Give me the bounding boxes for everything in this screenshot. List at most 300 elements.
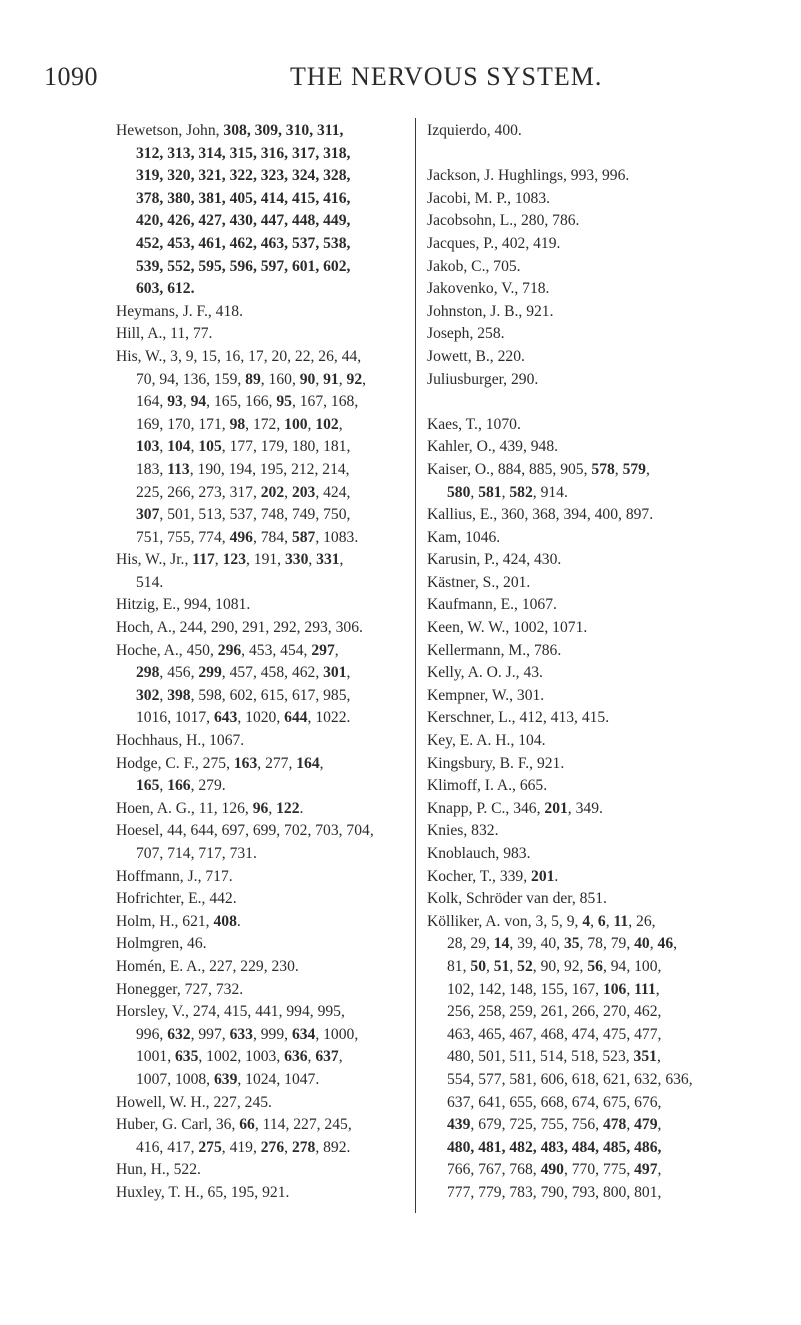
entry-text: , 90, 92, — [532, 957, 588, 975]
page-reference-bold: 104 — [167, 438, 191, 456]
entry-text: , 679, 725, 755, 756, — [470, 1116, 603, 1134]
entry-text: Kerschner, L., 412, 413, 415. — [427, 709, 610, 727]
entry-text: Hun, H., 522. — [116, 1161, 201, 1179]
entry-text: Jacques, P., 402, 419. — [427, 234, 561, 252]
entry-text: , — [307, 415, 316, 433]
index-entry — [116, 617, 406, 640]
entry-text: Jakovenko, V., 718. — [427, 280, 550, 298]
page-reference-bold: 100 — [284, 415, 308, 433]
entry-text: 554, 577, 581, 606, 618, 621, 632, 636, — [447, 1070, 693, 1088]
entry-text: , 177, 179, 180, 181, — [221, 438, 351, 456]
entry-text: , — [182, 393, 191, 411]
page-reference-bold: 603, 612. — [136, 280, 195, 298]
page-reference-bold: 636 — [284, 1048, 308, 1066]
page-reference-bold: 351 — [633, 1048, 657, 1066]
index-entry — [427, 753, 772, 776]
page-reference-bold: 201 — [531, 867, 555, 885]
page-reference-bold: 497 — [634, 1161, 658, 1179]
index-entry — [116, 1182, 406, 1205]
entry-text: , — [657, 1161, 662, 1179]
page-reference-bold: 275 — [198, 1138, 222, 1156]
entry-text: Kam, 1046. — [427, 528, 501, 546]
page-number: 1090 — [44, 62, 98, 91]
page-reference-bold: 278 — [291, 1138, 316, 1156]
entry-text: 1007, 1008, — [136, 1070, 214, 1088]
entry-text: Jakob, C., 705. — [427, 257, 521, 275]
page-reference-bold: 581 — [478, 483, 502, 501]
page-header — [0, 62, 801, 102]
entry-text: , 1022. — [307, 709, 351, 727]
entry-text: , — [649, 935, 658, 953]
index-entry — [427, 820, 772, 843]
entry-text: Kellermann, M., 786. — [427, 641, 562, 659]
index-entry — [427, 414, 772, 437]
index-entry — [427, 843, 772, 866]
entry-text: , 78, 79, — [579, 935, 635, 953]
entry-text: Jowett, B., 220. — [427, 347, 525, 365]
entry-text: , — [319, 754, 324, 772]
page-reference-bold: 50 — [470, 957, 486, 975]
index-entry — [427, 662, 772, 685]
entry-text: , 598, 602, 615, 617, 985, — [190, 686, 351, 704]
index-entry — [427, 617, 772, 640]
index-entry — [427, 278, 772, 301]
entry-text: , 277, — [257, 754, 297, 772]
page-reference-bold: 113 — [167, 460, 190, 478]
page-reference-bold: 299 — [198, 664, 222, 682]
page-reference-bold: 480, 481, 482, 483, 484, 485, 486, — [447, 1138, 662, 1156]
entry-text: , — [159, 438, 168, 456]
page-reference-bold: 66 — [239, 1116, 255, 1134]
entry-text: Keen, W. W., 1002, 1071. — [427, 619, 588, 637]
entry-text: Kelly, A. O. J., 43. — [427, 664, 543, 682]
entry-text: Hodge, C. F., 275, — [116, 754, 234, 772]
index-entry — [116, 933, 406, 956]
index-entry — [116, 888, 406, 911]
page-reference-bold: 637 — [315, 1048, 339, 1066]
entry-text: Joseph, 258. — [427, 325, 505, 343]
entry-text: , 191, — [245, 551, 285, 569]
entry-text: , 892. — [315, 1138, 351, 1156]
entry-text: Jacobi, M. P., 1083. — [427, 189, 551, 207]
entry-text: Johnston, J. B., 921. — [427, 302, 554, 320]
page-reference-bold: 4 — [582, 912, 591, 930]
page-reference-bold: 479 — [634, 1116, 658, 1134]
entry-text: , — [657, 1116, 662, 1134]
entry-text: Homén, E. A., 227, 229, 230. — [116, 957, 299, 975]
entry-text: Karusin, P., 424, 430. — [427, 551, 562, 569]
page-reference-bold: 439 — [447, 1116, 471, 1134]
page-reference-bold: 51 — [493, 957, 510, 975]
index-entry — [427, 730, 772, 753]
index-entry — [116, 1159, 406, 1182]
entry-text: Hewetson, John, — [116, 122, 224, 139]
index-entry — [427, 323, 772, 346]
entry-text: Hochhaus, H., 1067. — [116, 732, 245, 750]
entry-text: , — [346, 664, 351, 682]
entry-text: 102, 142, 148, 155, 167, — [447, 980, 603, 998]
page-reference-bold: 331 — [316, 551, 340, 569]
index-entry — [116, 979, 406, 1002]
entry-text: Honegger, 727, 732. — [116, 980, 244, 998]
column-divider — [415, 118, 416, 1213]
entry-text: , 167, 168, — [291, 393, 359, 411]
entry-text: His, W., Jr., — [116, 551, 193, 569]
entry-text: 1001, — [136, 1048, 175, 1066]
index-entry — [116, 956, 406, 979]
entry-text: , 94, 100, — [602, 957, 662, 975]
page-reference-bold: 96 — [252, 799, 269, 817]
entry-text: 480, 501, 511, 514, 518, 523, — [447, 1048, 634, 1066]
entry-text: , — [626, 980, 635, 998]
index-entry — [427, 165, 772, 188]
entry-text: . — [236, 912, 241, 930]
page-reference-bold: 95 — [276, 393, 292, 411]
entry-text: , — [590, 912, 598, 930]
letter-section-gap — [427, 391, 772, 414]
entry-text: , 999, — [252, 1025, 292, 1043]
page-reference-bold: 301 — [323, 664, 347, 682]
entry-text: 637, 641, 655, 668, 674, 675, 676, — [447, 1093, 662, 1111]
entry-text: , — [190, 438, 199, 456]
page-reference-bold: 91 — [323, 370, 339, 388]
page-reference-bold: 111 — [634, 980, 656, 998]
page-reference-bold: 98 — [229, 415, 246, 433]
index-entry — [116, 301, 406, 324]
page-reference-bold: 56 — [587, 957, 603, 975]
page-reference-bold: 165 — [136, 777, 160, 795]
index-entry — [427, 436, 772, 459]
entry-text: 514. — [136, 573, 164, 591]
entry-text: . — [554, 867, 559, 885]
index-entry — [116, 640, 406, 730]
entry-text: , 1000, — [315, 1025, 359, 1043]
entry-text: Holm, H., 621, — [116, 912, 214, 930]
page-reference-bold: 106 — [602, 980, 627, 998]
index-entry — [427, 572, 772, 595]
entry-text: , — [614, 460, 623, 478]
entry-text: , — [308, 551, 317, 569]
entry-text: 751, 755, 774, — [136, 528, 230, 546]
page-reference-bold: 580 — [447, 483, 471, 501]
entry-text: , — [307, 1048, 316, 1066]
index-entry — [116, 866, 406, 889]
page-reference-bold: 302 — [136, 686, 160, 704]
page-reference-bold: 582 — [509, 483, 533, 501]
entry-text: , 997, — [190, 1025, 230, 1043]
index-entry — [427, 798, 772, 821]
index-entry — [427, 346, 772, 369]
page-reference-bold: 14 — [493, 935, 510, 953]
index-entry — [427, 504, 772, 527]
entry-text: , — [268, 799, 277, 817]
index-entry — [427, 256, 772, 279]
page-reference-bold: 579 — [622, 460, 646, 478]
entry-text: Hoen, A. G., 11, 126, — [116, 799, 253, 817]
page-reference-bold: 478 — [602, 1116, 627, 1134]
page-reference-bold: 102 — [315, 415, 339, 433]
entry-text: Hitzig, E., 994, 1081. — [116, 596, 251, 614]
page-reference-bold: 490 — [540, 1161, 564, 1179]
page-reference-bold: 452, 453, 461, 462, 463, 537, 538, — [136, 234, 351, 252]
index-entry — [427, 549, 772, 572]
entry-text: 996, — [136, 1025, 168, 1043]
entry-text: Huxley, T. H., 65, 195, 921. — [116, 1183, 290, 1201]
index-entry — [427, 527, 772, 550]
index-entry — [116, 1114, 406, 1159]
index-entry — [427, 233, 772, 256]
entry-text: Klimoff, I. A., 665. — [427, 777, 548, 795]
index-entry — [427, 594, 772, 617]
entry-text: Knies, 832. — [427, 822, 499, 840]
index-column-left — [116, 120, 406, 1205]
index-entry — [427, 301, 772, 324]
entry-text: Key, E. A. H., 104. — [427, 732, 546, 750]
index-entry — [427, 685, 772, 708]
entry-text: , — [645, 460, 650, 478]
entry-text: , 424, — [315, 483, 351, 501]
entry-text: 766, 767, 768, — [447, 1161, 541, 1179]
index-entry — [116, 1092, 406, 1115]
index-entry — [427, 640, 772, 663]
page-reference-bold: 201 — [544, 799, 568, 817]
entry-text: Kölliker, A. von, 3, 5, 9, — [427, 912, 583, 930]
page-reference-bold: 90 — [299, 370, 316, 388]
entry-text: His, W., 3, 9, 15, 16, 17, 20, 22, 26, 44, — [116, 347, 362, 365]
entry-text: Hoche, A., 450, — [116, 641, 218, 659]
page-reference-bold: 644 — [284, 709, 308, 727]
index-entry — [427, 459, 772, 504]
entry-text: , 456, — [159, 664, 199, 682]
entry-text: 256, 258, 259, 261, 266, 270, 462, — [447, 1003, 662, 1021]
entry-text: , 279. — [190, 777, 226, 795]
index-entry — [116, 753, 406, 798]
entry-text: 70, 94, 136, 159, — [136, 370, 246, 388]
entry-text: , — [485, 957, 494, 975]
entry-text: , — [501, 483, 510, 501]
entry-text: Knapp, P. C., 346, — [427, 799, 545, 817]
letter-section-gap — [427, 143, 772, 166]
page-reference-bold: 35 — [563, 935, 580, 953]
entry-text: , 770, 775, — [563, 1161, 635, 1179]
page-reference-bold: 643 — [213, 709, 238, 727]
page-reference-bold: 496 — [229, 528, 253, 546]
entry-text: , — [284, 1138, 292, 1156]
entry-text: Kaiser, O., 884, 885, 905, — [427, 460, 592, 478]
entry-text: , 501, 513, 537, 748, 749, 750, — [159, 506, 351, 524]
page-reference-bold: 578 — [591, 460, 615, 478]
page-reference-bold: 123 — [222, 551, 246, 569]
entry-text: , — [214, 551, 223, 569]
entry-text: Jacobsohn, L., 280, 786. — [427, 212, 580, 230]
entry-text: Horsley, V., 274, 415, 441, 994, 995, — [116, 1003, 345, 1021]
entry-text: 1016, 1017, — [136, 709, 214, 727]
page-reference-bold: 312, 313, 314, 315, 316, 317, 318, — [136, 144, 351, 162]
page-reference-bold: 92 — [346, 370, 363, 388]
entry-text: 28, 29, — [447, 935, 494, 953]
entry-text: Hoesel, 44, 644, 697, 699, 702, 703, 704, — [116, 822, 374, 840]
entry-text: , — [470, 483, 479, 501]
entry-text: Hill, A., 11, 77. — [116, 325, 213, 343]
entry-text: , 190, 194, 195, 212, 214, — [189, 460, 350, 478]
page-reference-bold: 94 — [190, 393, 207, 411]
index-column-right — [427, 120, 772, 1205]
page-reference-bold: 330 — [284, 551, 309, 569]
index-entry — [116, 594, 406, 617]
index-entry — [427, 911, 772, 1205]
entry-text: , — [626, 1116, 635, 1134]
entry-text: , 1020, — [237, 709, 285, 727]
entry-text: Hoffmann, J., 717. — [116, 867, 233, 885]
page-reference-bold: 40 — [634, 935, 650, 953]
entry-text: Izquierdo, 400. — [427, 122, 522, 139]
entry-text: Kästner, S., 201. — [427, 573, 531, 591]
entry-text: , — [605, 912, 614, 930]
index-entry — [427, 775, 772, 798]
entry-text: , 349. — [567, 799, 603, 817]
index-entry — [427, 707, 772, 730]
entry-text: , — [673, 935, 678, 953]
page-reference-bold: 93 — [167, 393, 183, 411]
entry-text: Huber, G. Carl, 36, — [116, 1116, 240, 1134]
entry-text: 707, 714, 717, 731. — [136, 845, 257, 862]
page-reference-bold: 117 — [192, 551, 215, 569]
page-reference-bold: 398 — [167, 686, 191, 704]
page-reference-bold: 105 — [198, 438, 222, 456]
index-entry — [116, 730, 406, 753]
entry-text: , 457, 458, 462, — [221, 664, 324, 682]
index-entry — [116, 346, 406, 549]
entry-text: , 1002, 1003, — [198, 1048, 285, 1066]
entry-text: Holmgren, 46. — [116, 935, 207, 953]
entry-text: . — [299, 799, 304, 817]
page-reference-bold: 307 — [136, 506, 160, 524]
entry-text: , — [315, 370, 324, 388]
page-reference-bold: 203 — [291, 483, 316, 501]
page-reference-bold: 632 — [167, 1025, 191, 1043]
page-reference-bold: 164 — [296, 754, 320, 772]
entry-text: , 172, — [245, 415, 285, 433]
entry-text: , — [159, 686, 168, 704]
entry-text: 777, 779, 783, 790, 793, 800, 801, — [447, 1183, 662, 1201]
entry-text: , — [339, 551, 344, 569]
entry-text: Kocher, T., 339, — [427, 867, 532, 885]
entry-text: Heymans, J. F., 418. — [116, 302, 243, 320]
entry-text: , 914. — [532, 483, 568, 501]
entry-text: Juliusburger, 290. — [427, 370, 539, 388]
index-entry — [116, 120, 406, 301]
index-entry — [116, 549, 406, 594]
entry-text: Knoblauch, 983. — [427, 845, 531, 862]
page-reference-bold: 634 — [291, 1025, 316, 1043]
entry-text: , 160, — [260, 370, 300, 388]
index-entry — [427, 120, 772, 143]
entry-text: 169, 170, 171, — [136, 415, 230, 433]
entry-text: 164, — [136, 393, 168, 411]
entry-text: Kaufmann, E., 1067. — [427, 596, 557, 614]
entry-text: Hofrichter, E., 442. — [116, 890, 237, 908]
page-reference-bold: 103 — [136, 438, 160, 456]
entry-text: Kallius, E., 360, 368, 394, 400, 897. — [427, 506, 654, 524]
entry-text: , — [284, 483, 292, 501]
page-reference-bold: 587 — [291, 528, 316, 546]
entry-text: , 165, 166, — [206, 393, 277, 411]
page-reference-bold: 276 — [260, 1138, 285, 1156]
entry-text: , 453, 454, — [241, 641, 312, 659]
page-reference-bold: 319, 320, 321, 322, 323, 324, 328, — [136, 167, 351, 185]
entry-text: , — [338, 415, 343, 433]
entry-text: , 1083. — [315, 528, 359, 546]
index-entry — [427, 188, 772, 211]
page-reference-bold: 296 — [217, 641, 242, 659]
page-reference-bold: 308, 309, 310, 311, — [223, 122, 344, 139]
page-reference-bold: 635 — [174, 1048, 199, 1066]
entry-text: 463, 465, 467, 468, 474, 475, 477, — [447, 1025, 662, 1043]
page-reference-bold: 639 — [213, 1070, 238, 1088]
page-reference-bold: 122 — [276, 799, 300, 817]
index-entry — [116, 820, 406, 865]
entry-text: , — [656, 1048, 661, 1066]
entry-text: Kempner, W., 301. — [427, 686, 545, 704]
entry-text: , — [655, 980, 660, 998]
entry-text: , — [338, 370, 347, 388]
page-reference-bold: 378, 380, 381, 405, 414, 415, 416, — [136, 189, 351, 207]
page-reference-bold: 297 — [311, 641, 335, 659]
entry-text: , — [509, 957, 518, 975]
page-reference-bold: 539, 552, 595, 596, 597, 601, 602, — [136, 257, 351, 275]
entry-text: Kingsbury, B. F., 921. — [427, 754, 565, 772]
page-reference-bold: 420, 426, 427, 430, 447, 448, 449, — [136, 212, 351, 230]
entry-text: Jackson, J. Hughlings, 993, 996. — [427, 167, 630, 185]
page-reference-bold: 11 — [613, 912, 629, 930]
entry-text: , 419, — [221, 1138, 261, 1156]
page-reference-bold: 46 — [657, 935, 674, 953]
entry-text: Kolk, Schröder van der, 851. — [427, 890, 607, 908]
entry-text: Kaes, T., 1070. — [427, 415, 521, 433]
page-reference-bold: 6 — [597, 912, 606, 930]
entry-text: Howell, W. H., 227, 245. — [116, 1093, 272, 1111]
index-entry — [427, 369, 772, 392]
index-entry — [427, 888, 772, 911]
entry-text: Kahler, O., 439, 948. — [427, 438, 559, 456]
page-reference-bold: 408 — [213, 912, 237, 930]
entry-text: 416, 417, — [136, 1138, 199, 1156]
page-reference-bold: 202 — [260, 483, 285, 501]
entry-text: , — [338, 1048, 343, 1066]
entry-text: 225, 266, 273, 317, — [136, 483, 261, 501]
entry-text: 183, — [136, 460, 168, 478]
page-reference-bold: 166 — [167, 777, 191, 795]
index-entry — [116, 1001, 406, 1091]
entry-text: , — [159, 777, 168, 795]
entry-text: , — [334, 641, 339, 659]
entry-text: , 114, 227, 245, — [254, 1116, 352, 1134]
page-reference-bold: 163 — [233, 754, 258, 772]
index-entry — [116, 911, 406, 934]
index-entry — [427, 866, 772, 889]
page-reference-bold: 298 — [136, 664, 160, 682]
entry-text: 81, — [447, 957, 471, 975]
index-entry — [116, 323, 406, 346]
page-reference-bold: 633 — [229, 1025, 253, 1043]
entry-text: , 39, 40, — [509, 935, 564, 953]
entry-text: , — [362, 370, 367, 388]
index-entry — [116, 798, 406, 821]
page-reference-bold: 52 — [517, 957, 533, 975]
running-head: THE NERVOUS SYSTEM. — [290, 62, 603, 91]
entry-text: , 784, — [252, 528, 292, 546]
entry-text: , 1024, 1047. — [237, 1070, 320, 1088]
